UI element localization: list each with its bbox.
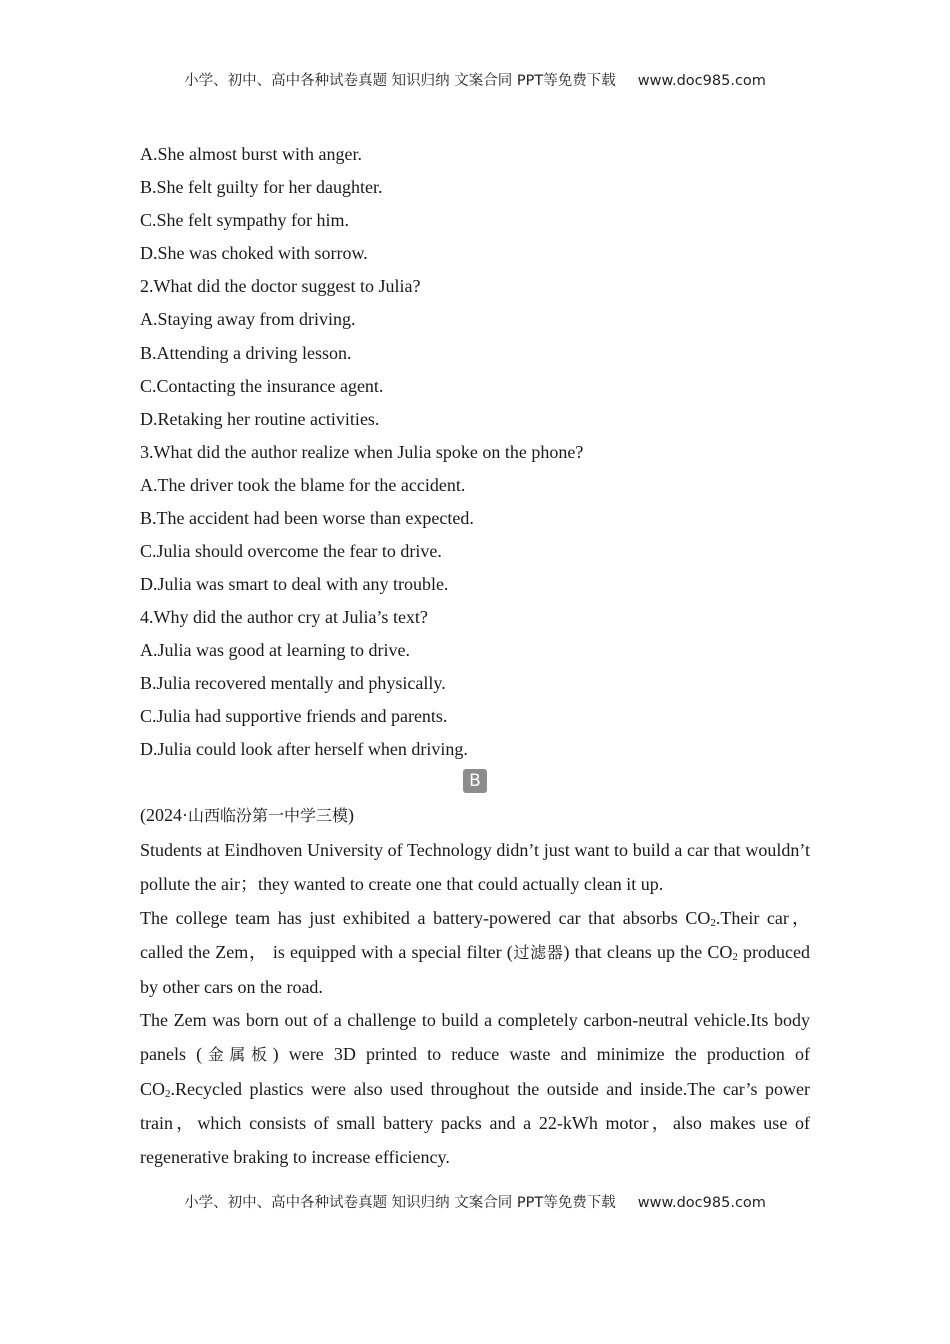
page-footer — [0, 1191, 950, 1212]
q3-option-b: B.The accident had been worse than expected. — [140, 508, 474, 528]
q3-question: 3.What did the author realize when Julia spoke on the phone? — [140, 442, 584, 462]
q2-option-b: B.Attending a driving lesson. — [140, 343, 352, 363]
q3-option-d: D.Julia was smart to deal with any trouble. — [140, 574, 449, 594]
q4-option-c: C.Julia had supportive friends and parents. — [140, 706, 448, 726]
section-b-badge: B — [463, 769, 487, 793]
q4-option-a: A.Julia was good at learning to drive. — [140, 640, 410, 660]
passage-paragraph-3: The Zem was born out of a challenge to build a completely carbon-neutral vehicle.Its body panels (金属板) were 3D printed to reduce waste and minimize the production of $CO_2.Recycled$ plastics were also used throughout the outside and inside.The car’s power train，which consists of small battery packs and a 22-kWh motor，also makes use of regenerative braking to increase efficiency. — [140, 1010, 810, 1167]
q4-question: 4.Why did the author cry at Julia’s text? — [140, 607, 428, 627]
passage-paragraph-2: The college team has just exhibited a battery-powered car that absorbs $CO_2.Their$ car，called the Zem， is equipped with a special filter (过滤器) that cleans up the $CO_2$ produced by other cars on the road. — [140, 908, 811, 997]
q1-option-c: C.She felt sympathy for him. — [140, 210, 349, 230]
q3-option-c: C.Julia should overcome the fear to drive. — [140, 541, 442, 561]
q3-option-a: A.The driver took the blame for the accident. — [140, 475, 466, 495]
footer-text: 小学、初中、高中各种试卷真题 知识归纳 文案合同 PPT等免费下载 — [184, 1195, 616, 1211]
footer-url: www.doc985.com — [637, 1195, 766, 1211]
q2-option-a: A.Staying away from driving. — [140, 309, 356, 329]
q4-option-b: B.Julia recovered mentally and physically. — [140, 673, 446, 693]
passage-source: (2024·山西临汾第一中学三模) — [140, 805, 355, 825]
header-url: www.doc985.com — [637, 73, 766, 89]
q4-option-d: D.Julia could look after herself when driving. — [140, 739, 468, 759]
q2-option-d: D.Retaking her routine activities. — [140, 409, 380, 429]
q1-option-d: D.She was choked with sorrow. — [140, 243, 368, 263]
page-header — [0, 69, 950, 90]
q1-option-a: A.She almost burst with anger. — [140, 144, 362, 164]
header-text: 小学、初中、高中各种试卷真题 知识归纳 文案合同 PPT等免费下载 — [184, 73, 616, 89]
q1-option-b: B.She felt guilty for her daughter. — [140, 177, 383, 197]
q2-question: 2.What did the doctor suggest to Julia? — [140, 276, 421, 296]
q2-option-c: C.Contacting the insurance agent. — [140, 376, 384, 396]
passage-paragraph-1: Students at Eindhoven University of Technology didn’t just want to build a car that wouldn’t pollute the air；they wanted to create one that could actually clean it up. — [140, 840, 810, 894]
